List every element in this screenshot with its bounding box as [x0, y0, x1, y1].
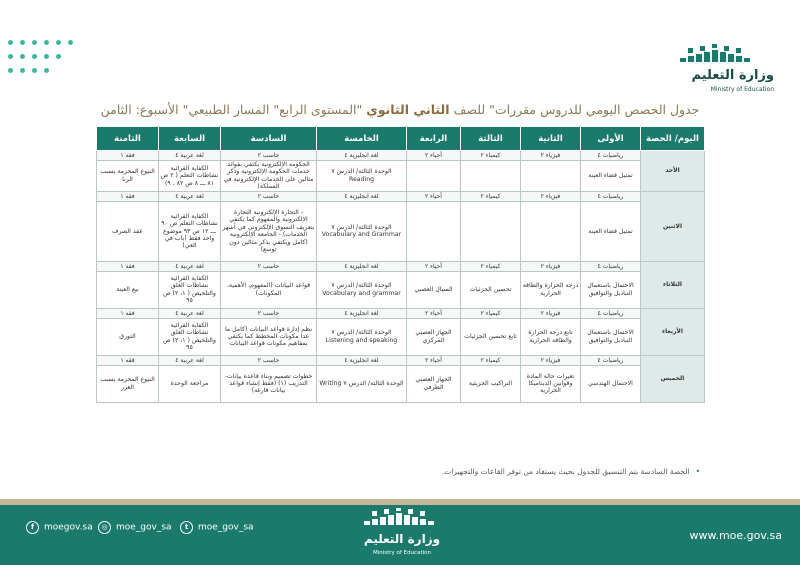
decorative-dots: [8, 40, 78, 80]
subject-cell: كيمياء ٢: [461, 151, 521, 161]
day-label: الأحد: [665, 167, 680, 175]
header-period-4: الرابعة: [407, 127, 461, 151]
subject-cell: فيزياء ٢: [521, 261, 581, 271]
topic-cell: الاحتمال باستعمال التباديل والتوافيق: [581, 271, 641, 308]
topic-cell: الوحدة الثالثة/ الدرس ٧ Reading: [317, 161, 407, 192]
subject-cell: رياضيات ٤: [581, 261, 641, 271]
topic-cell: تمثيل فضاء العينة: [581, 201, 641, 261]
subject-cell: لغة عربية ٤: [159, 261, 221, 271]
twitter-handle: moe_gov_sa: [198, 522, 254, 533]
header-row: [97, 127, 705, 151]
subject-cell: كيمياء ٢: [461, 355, 521, 365]
subject-cell: لغة انجليزية ٤: [317, 308, 407, 318]
subject-cell: لغة انجليزية ٤: [317, 151, 407, 161]
topic-cell: الوحدة الثالثة/ الدرس ٧ Listening and speaking: [317, 318, 407, 355]
footer-ministry-logo: [352, 508, 452, 560]
twitter-link[interactable]: [180, 521, 254, 541]
header-period-7: السابعة: [159, 127, 221, 151]
facebook-link[interactable]: [26, 521, 93, 541]
topic-cell: الوحدة الثالثة/ الدرس ٧ Vocabulary and Grammar: [317, 201, 407, 261]
topic-cell: درجة الحرارة والطاقة الحرارية: [521, 271, 581, 308]
subject-cell: أحياء ٢: [407, 355, 461, 365]
topic-cell: تحسين الجزئيات: [461, 271, 521, 308]
subject-cell: أحياء ٢: [407, 151, 461, 161]
header-period-2: الثانية: [521, 127, 581, 151]
ministry-name-ar: وزارة التعليم: [691, 68, 774, 83]
subject-cell: لغة عربية ٤: [159, 191, 221, 201]
subject-cell: أحياء ٢: [407, 191, 461, 201]
day-label: الاثنين: [662, 222, 683, 230]
title-part-1: جدول الحصص اليومي للدروس مقررات" للصف: [453, 102, 700, 117]
day-name: [641, 191, 705, 261]
instagram-link[interactable]: [98, 521, 172, 541]
website-link[interactable]: www.moe.gov.sa: [689, 529, 782, 542]
day-name: [641, 355, 705, 402]
subject-cell: لغة انجليزية ٤: [317, 191, 407, 201]
topic-cell: البيوع المحرمة بسبب الربا: [97, 161, 159, 192]
subject-cell: فقه ١: [97, 308, 159, 318]
subject-cell: رياضيات ٤: [581, 151, 641, 161]
page-title: [100, 102, 700, 120]
topic-cell: الكفاية القرائية نشاطات الغلق والتلخيص ( ١، ٢) ص ٩٥: [159, 318, 221, 355]
topic-cell: الوحدة الثالثة/ الدرس ٧ Vocabulary and grammar: [317, 271, 407, 308]
table-row-subjects: [97, 261, 705, 271]
table-row-topics: [97, 365, 705, 402]
bullet-icon: •: [695, 467, 700, 476]
subject-cell: فيزياء ٢: [521, 151, 581, 161]
subject-cell: فيزياء ٢: [521, 191, 581, 201]
subject-cell: فقه ١: [97, 261, 159, 271]
topic-cell: [461, 201, 521, 261]
topic-cell: قواعد البيانات (المفهوم، الأهمية، المكونات): [221, 271, 317, 308]
table-row-topics: [97, 271, 705, 308]
day-name: [641, 151, 705, 192]
table-row-subjects: [97, 355, 705, 365]
topic-cell: بيع العينة: [97, 271, 159, 308]
footnote: [442, 467, 700, 476]
topic-cell: [461, 161, 521, 192]
topic-cell: التراكيب الجزيئية: [461, 365, 521, 402]
table-row-topics: [97, 201, 705, 261]
table-row-subjects: [97, 308, 705, 318]
ministry-logo: [668, 42, 788, 94]
table-row-subjects: [97, 151, 705, 161]
header-day: اليوم/ الحصة: [641, 127, 705, 151]
subject-cell: فقه ١: [97, 355, 159, 365]
instagram-icon: ◎: [98, 521, 111, 534]
day-label: الخميس: [660, 375, 685, 383]
topic-cell: تابع تحسين الجزئيات: [461, 318, 521, 355]
subject-cell: حاسب ٢: [221, 191, 317, 201]
day-name: [641, 308, 705, 355]
header-period-8: الثامنة: [97, 127, 159, 151]
topic-cell: عقد الصرف: [97, 201, 159, 261]
subject-cell: لغة عربية ٤: [159, 308, 221, 318]
subject-cell: حاسب ٢: [221, 261, 317, 271]
topic-cell: التورق: [97, 318, 159, 355]
ministry-logo-mark-icon: [678, 44, 758, 66]
subject-cell: كيمياء ٢: [461, 308, 521, 318]
topic-cell: الوحدة الثالثة/ الدرس ٧ Writing: [317, 365, 407, 402]
footer-ministry-name-ar: وزارة التعليم: [363, 532, 441, 546]
subject-cell: حاسب ٢: [221, 355, 317, 365]
subject-cell: لغة انجليزية ٤: [317, 355, 407, 365]
topic-cell: - التجارة الإلكترونية التجارة الإلكترونية والمفهوم كما يكتفي بتعريف التسوق الإلكتروني في أشهر الخدمات) - الجامعة الإلكترونية (كامل ويكتفي بذكر مثالين دون توسع): [221, 201, 317, 261]
topic-cell: تابع درجة الحرارة والطاقة الحرارية: [521, 318, 581, 355]
topic-cell: الاحتمال الهندسي: [581, 365, 641, 402]
subject-cell: رياضيات ٤: [581, 308, 641, 318]
topic-cell: [407, 201, 461, 261]
subject-cell: فيزياء ٢: [521, 355, 581, 365]
subject-cell: فيزياء ٢: [521, 308, 581, 318]
table-row-topics: [97, 318, 705, 355]
topic-cell: خطوات تصميم وبناء قاعدة بيانات- التدريب (١) (فقط إنشاء قواعد بيانات فارغة): [221, 365, 317, 402]
topic-cell: الكفاية القرائية نشاطات التعلم ( ٢ ص ٨١ ـــ ٨ ص ٨٢ ، ٩): [159, 161, 221, 192]
topic-cell: الحكومة الإلكترونية يكتفي بفوائد خدمات الحكومة الإلكترونية وذكر مثالين على الخدمات الإلكترونية في المملكة): [221, 161, 317, 192]
day-label: الأربعاء: [662, 328, 683, 336]
subject-cell: لغة عربية ٤: [159, 355, 221, 365]
ministry-logo-mark-icon: [362, 508, 442, 528]
topic-cell: الكفاية القرائية نشاطات التعلم ص ٩٠ ـــ ١٢ ص ٩٣ موضوع واحد فقط (باب في العي): [159, 201, 221, 261]
facebook-icon: f: [26, 521, 39, 534]
day-label: الثلاثاء: [663, 281, 682, 289]
footnote-text: الحصة السادسة يتم التنسيق للجدول بحيث يستفاد من توفر القاعات والتجهيزات.: [441, 467, 690, 476]
header-period-5: الخامسة: [317, 127, 407, 151]
topic-cell: تغيرات حالة المادة وقوانين الديناميكا الحرارية: [521, 365, 581, 402]
subject-cell: أحياء ٢: [407, 261, 461, 271]
ministry-name-en: Ministry of Education: [710, 86, 774, 93]
day-name: [641, 261, 705, 308]
topic-cell: السيال العصبي: [407, 271, 461, 308]
subject-cell: حاسب ٢: [221, 308, 317, 318]
topic-cell: نظم إدارة قواعد البيانات (كامل ما عدا مكونات المخطط كما يكتفي بمفاهيم مكونات قواعد البيانات: [221, 318, 317, 355]
twitter-icon: t: [180, 521, 193, 534]
facebook-handle: moegov.sa: [44, 522, 93, 533]
topic-cell: الجهاز العصبي الطرفي: [407, 365, 461, 402]
subject-cell: أحياء ٢: [407, 308, 461, 318]
table-row-subjects: [97, 191, 705, 201]
title-grade: الثاني الثانوي: [366, 102, 450, 117]
subject-cell: رياضيات ٤: [581, 355, 641, 365]
topic-cell: [521, 161, 581, 192]
subject-cell: فقه ١: [97, 191, 159, 201]
header-period-1: الأولى: [581, 127, 641, 151]
title-part-3: "المستوى الرابع" المسار الطبيعي" الأسبوع: الثامن: [100, 102, 363, 117]
schedule-table: [96, 126, 705, 403]
topic-cell: [521, 201, 581, 261]
topic-cell: الجهاز العصبي المركزي: [407, 318, 461, 355]
header-period-3: الثالثة: [461, 127, 521, 151]
subject-cell: لغة عربية ٤: [159, 151, 221, 161]
subject-cell: كيمياء ٢: [461, 261, 521, 271]
topic-cell: الاحتمال باستعمال التباديل والتوافيق: [581, 318, 641, 355]
header-period-6: السادسة: [221, 127, 317, 151]
footer-ministry-name-en: Ministry of Education: [372, 550, 431, 556]
subject-cell: كيمياء ٢: [461, 191, 521, 201]
topic-cell: الكفاية القرائية نشاطات الغلق والتلخيص ( ١، ٢) ص ٩٥: [159, 271, 221, 308]
topic-cell: البيوع المحرمة بسبب الغرر: [97, 365, 159, 402]
subject-cell: فقه ١: [97, 151, 159, 161]
subject-cell: رياضيات ٤: [581, 191, 641, 201]
instagram-handle: moe_gov_sa: [116, 522, 172, 533]
topic-cell: مراجعة الوحدة: [159, 365, 221, 402]
subject-cell: حاسب ٢: [221, 151, 317, 161]
topic-cell: تمثيل فضاء العينة: [581, 161, 641, 192]
table-row-topics: [97, 161, 705, 192]
subject-cell: لغة انجليزية ٤: [317, 261, 407, 271]
topic-cell: [407, 161, 461, 192]
